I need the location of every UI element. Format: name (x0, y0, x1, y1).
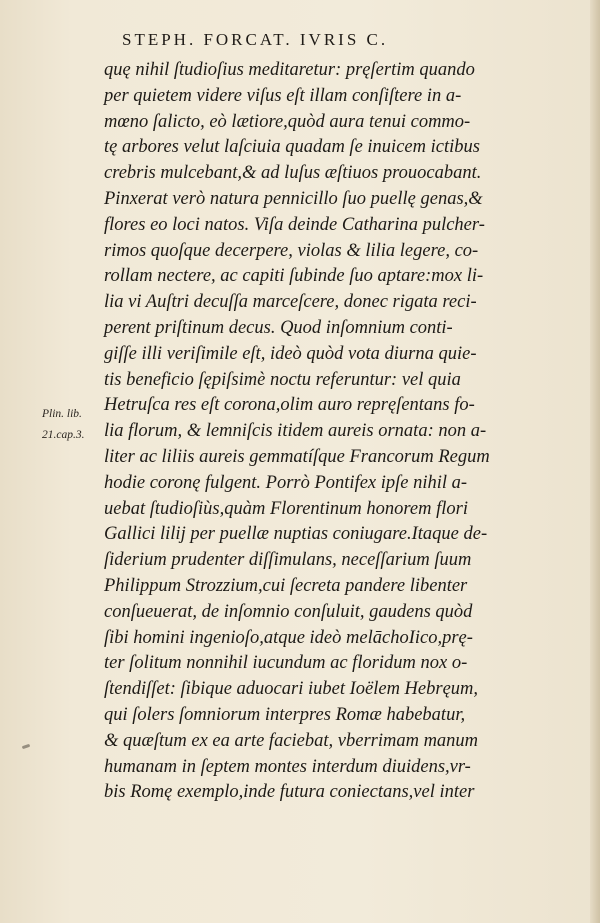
text-line: rimos quoſque decerpere, violas & lilia legere, co- (104, 240, 479, 261)
text-line: lia florum, & lemniſcis itidem aureis ornata: non a- (104, 421, 487, 442)
text-line: & quæſtum ex ea arte faciebat, vberrimam manum (104, 730, 479, 751)
text-line: liter ac liliis aureis gemmatíſque Francorum Regum (104, 446, 490, 467)
text-line: ſiderium prudenter diſſimulans, neceſſarium ſuum (104, 550, 472, 571)
text-line: rollam nectere, ac capiti ſubinde ſuo aptare:mox li- (104, 266, 484, 287)
text-line: perent priſtinum decus. Quod inſomnium conti- (104, 317, 453, 338)
text-line: Pinxerat verò natura pennicillo ſuo puellę genas,& (104, 188, 483, 209)
text-line: mœno ſalicto, eò lætiore,quòd aura tenui commo- (104, 111, 471, 132)
text-line: quę nihil ſtudioſius meditaretur: pręſertim quando (104, 60, 475, 80)
text-line: ter ſolitum nonnihil iucundum ac floridum nox o- (104, 653, 468, 674)
text-line: tę arbores velut laſciuia quadam ſe inuicem ictibus (104, 137, 480, 158)
running-head: STEPH. FORCAT. IVRIS C. (122, 30, 389, 49)
text-line: humanam in ſeptem montes interdum diuidens,vr- (104, 756, 471, 777)
body-text (104, 58, 574, 806)
text-line: hodie coronę fulgent. Porrò Pontifex ipſe nihil a- (104, 472, 468, 493)
text-line: tis beneficio ſępiſsimè noctu referuntur: vel quia (104, 369, 461, 390)
text-line: lia vi Auſtri decuſſa marceſcere, donec rigata reci- (104, 292, 477, 313)
text-line: giſſe illi veriſimile eſt, ideò quòd vota diurna quie- (104, 343, 477, 364)
text-line: ſibi homini ingenioſo,atque ideò melāchoIico,prę- (104, 627, 473, 648)
marginal-note-line: 21.cap.3. (42, 429, 85, 441)
marginal-note-line: Plin. lib. (42, 408, 82, 420)
text-line: per quietem videre viſus eſt illam conſiſtere in a- (104, 85, 462, 106)
ink-mark (22, 744, 31, 749)
text-line: bis Romę exemplo,inde futura coniectans,vel inter (104, 782, 475, 803)
text-line: Philippum Strozzium,cui ſecreta pandere libenter (104, 575, 468, 596)
text-line: conſueuerat, de inſomnio conſuluit, gaudens quòd (104, 601, 473, 622)
text-line: ſtendiſſet: ſibique aduocari iubet Ioëlem Hebręum, (104, 679, 479, 700)
text-line: qui ſolers ſomniorum interpres Romæ habebatur, (104, 704, 466, 725)
text-line: Gallici lilij per puellæ nuptias coniugare.Itaque de- (104, 524, 488, 545)
text-line: Hetruſca res eſt corona,olim auro repręſentans fo- (104, 395, 475, 416)
page-edge (590, 0, 600, 923)
text-line: crebris mulcebant,& ad luſus æſtiuos prouocabant. (104, 163, 482, 184)
text-line: flores eo loci natos. Viſa deinde Catharina pulcher- (104, 214, 485, 235)
marginal-note (42, 404, 102, 446)
text-line: uebat ſtudioſiùs,quàm Florentinum honorem flori (104, 498, 468, 519)
